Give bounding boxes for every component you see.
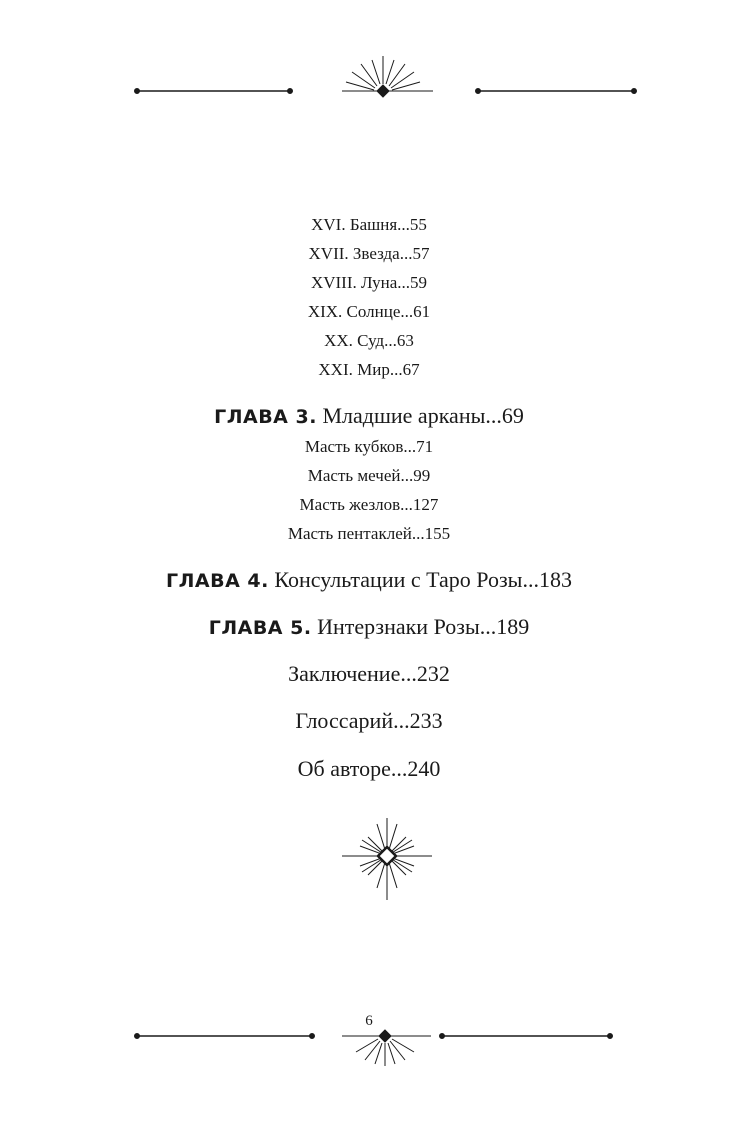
toc-entry-swords: Масть мечей...99 xyxy=(307,466,431,485)
chapter-label: ГЛАВА 3. xyxy=(214,406,317,428)
chapter-label: ГЛАВА 4. xyxy=(166,570,269,592)
toc-chapter-4 xyxy=(0,567,738,593)
starburst-ornament xyxy=(0,810,738,910)
toc-entry-judgement: XX. Суд...63 xyxy=(324,331,414,350)
toc-entry-world: XXI. Мир...67 xyxy=(318,360,420,379)
toc-entry-glossary: Глоссарий...233 xyxy=(295,708,443,733)
toc-chapter-5 xyxy=(0,614,738,640)
toc-entry-cups: Масть кубков...71 xyxy=(304,437,434,456)
top-ornament xyxy=(0,50,738,110)
chapter-title: Консультации с Таро Розы...183 xyxy=(274,567,572,592)
toc-entry-conclusion: Заключение...232 xyxy=(288,661,450,686)
toc-entry-pentacles: Масть пентаклей...155 xyxy=(287,524,451,543)
toc-entry-moon: XVIII. Луна...59 xyxy=(310,273,428,292)
toc-entry-star: XVII. Звезда...57 xyxy=(308,244,430,263)
page-number: 6 xyxy=(365,1013,373,1029)
toc-entry-tower: XVI. Башня...55 xyxy=(311,215,427,234)
chapter-label: ГЛАВА 5. xyxy=(208,617,312,639)
toc-entry-about-author: Об авторе...240 xyxy=(297,756,441,781)
chapter-title: Интерзнаки Розы...189 xyxy=(317,614,530,639)
bottom-ornament xyxy=(0,1020,738,1070)
toc-chapter-3 xyxy=(0,403,738,429)
toc-entry-wands: Масть жезлов...127 xyxy=(299,495,439,514)
toc-entry-sun: XIX. Солнце...61 xyxy=(307,302,431,321)
chapter-title: Младшие арканы...69 xyxy=(322,403,524,428)
